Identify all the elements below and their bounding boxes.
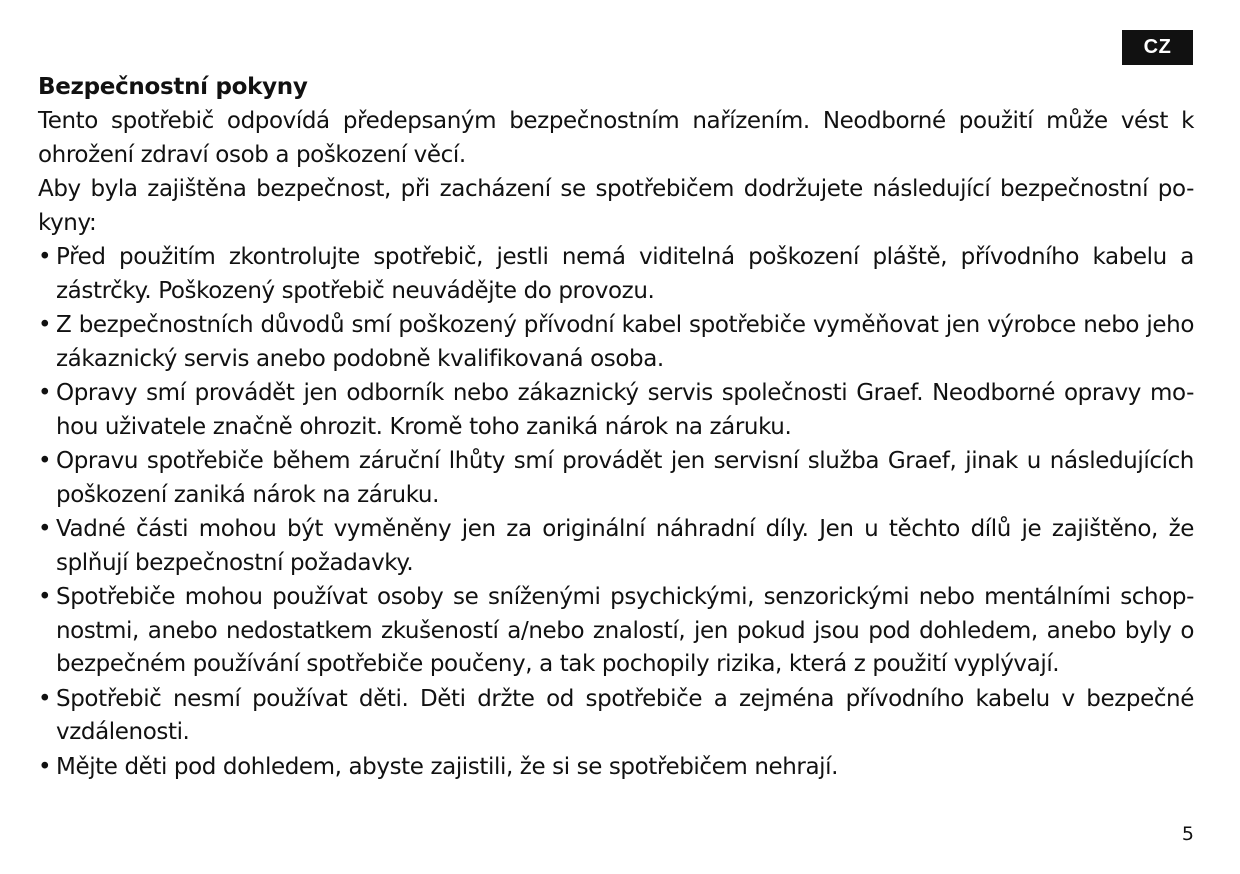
list-item — [38, 581, 1194, 682]
bullet-icon: • — [38, 244, 52, 270]
list-item-text: Z bezpečnostních důvodů smí poškozený přívodní kabel spotřebiče vyměňovat jen výrobce nebo jeho zákaznický servis anebo podobně kvalifikovaná osoba. — [56, 312, 1194, 372]
list-item-text: Před použitím zkontrolujte spotřebič, jestli nemá viditelná poškození pláště, přívodního kabelu a zástrčky. Poškozený spotřebič neuvádějte do provozu. — [56, 244, 1194, 304]
bullet-icon: • — [38, 448, 52, 474]
bullet-icon: • — [38, 516, 52, 542]
bullet-icon: • — [38, 380, 52, 406]
list-item-text: Mějte děti pod dohledem, abyste zajistili, že si se spotřebičem nehrají. — [56, 753, 839, 780]
safety-instructions-list — [38, 241, 1194, 784]
section-title: Bezpečnostní pokyny — [38, 74, 308, 100]
bullet-icon: • — [38, 685, 52, 712]
intro-paragraph: Tento spotřebič odpovídá předepsaným bezpečnostním nařízením. Neodborné použití může vést k ohrožení zdraví osob a poškození věcí. — [38, 108, 1194, 168]
list-item-text: Spotřebiče mohou používat osoby se sníženými psychickými, senzorickými nebo mentálními schop-nostmi, anebo nedostatkem zkušeností a/nebo znalostí, jen pokud jsou pod dohledem, anebo byly o bezpečném používání spotřebiče poučeny, a tak pochopily rizika, která z použití vyplývají. — [56, 584, 1194, 677]
bullet-icon: • — [38, 584, 52, 610]
list-item — [38, 241, 1194, 308]
list-item — [38, 683, 1194, 750]
list-item — [38, 513, 1194, 580]
bullet-icon: • — [38, 753, 52, 780]
page-number: 5 — [1181, 823, 1194, 845]
list-item-text: Opravu spotřebiče během záruční lhůty smí provádět jen servisní služba Graef, jinak u následujících poškození zaniká nárok na záruku. — [56, 448, 1194, 508]
list-item — [38, 751, 1194, 785]
bullet-icon: • — [38, 312, 52, 338]
list-item — [38, 377, 1194, 444]
document-body — [38, 70, 1194, 785]
list-item-text: Spotřebič nesmí používat děti. Děti držte od spotřebiče a zejména přívodního kabelu v bezpečné vzdálenosti. — [56, 685, 1194, 745]
list-item — [38, 445, 1194, 512]
list-item-text: Vadné části mohou být vyměněny jen za originální náhradní díly. Jen u těchto dílů je zajištěno, že splňují bezpečnostní požadavky. — [56, 516, 1194, 576]
instruction-paragraph: Aby byla zajištěna bezpečnost, při zacházení se spotřebičem dodržujete následující bezpečnostní po-kyny: — [38, 176, 1194, 236]
list-item-text: Opravy smí provádět jen odborník nebo zákaznický servis společnosti Graef. Neodborné opravy mo-hou uživatele značně ohrozit. Kromě toho zaniká nárok na záruku. — [56, 380, 1194, 440]
language-badge: CZ — [1122, 30, 1193, 65]
list-item — [38, 309, 1194, 376]
